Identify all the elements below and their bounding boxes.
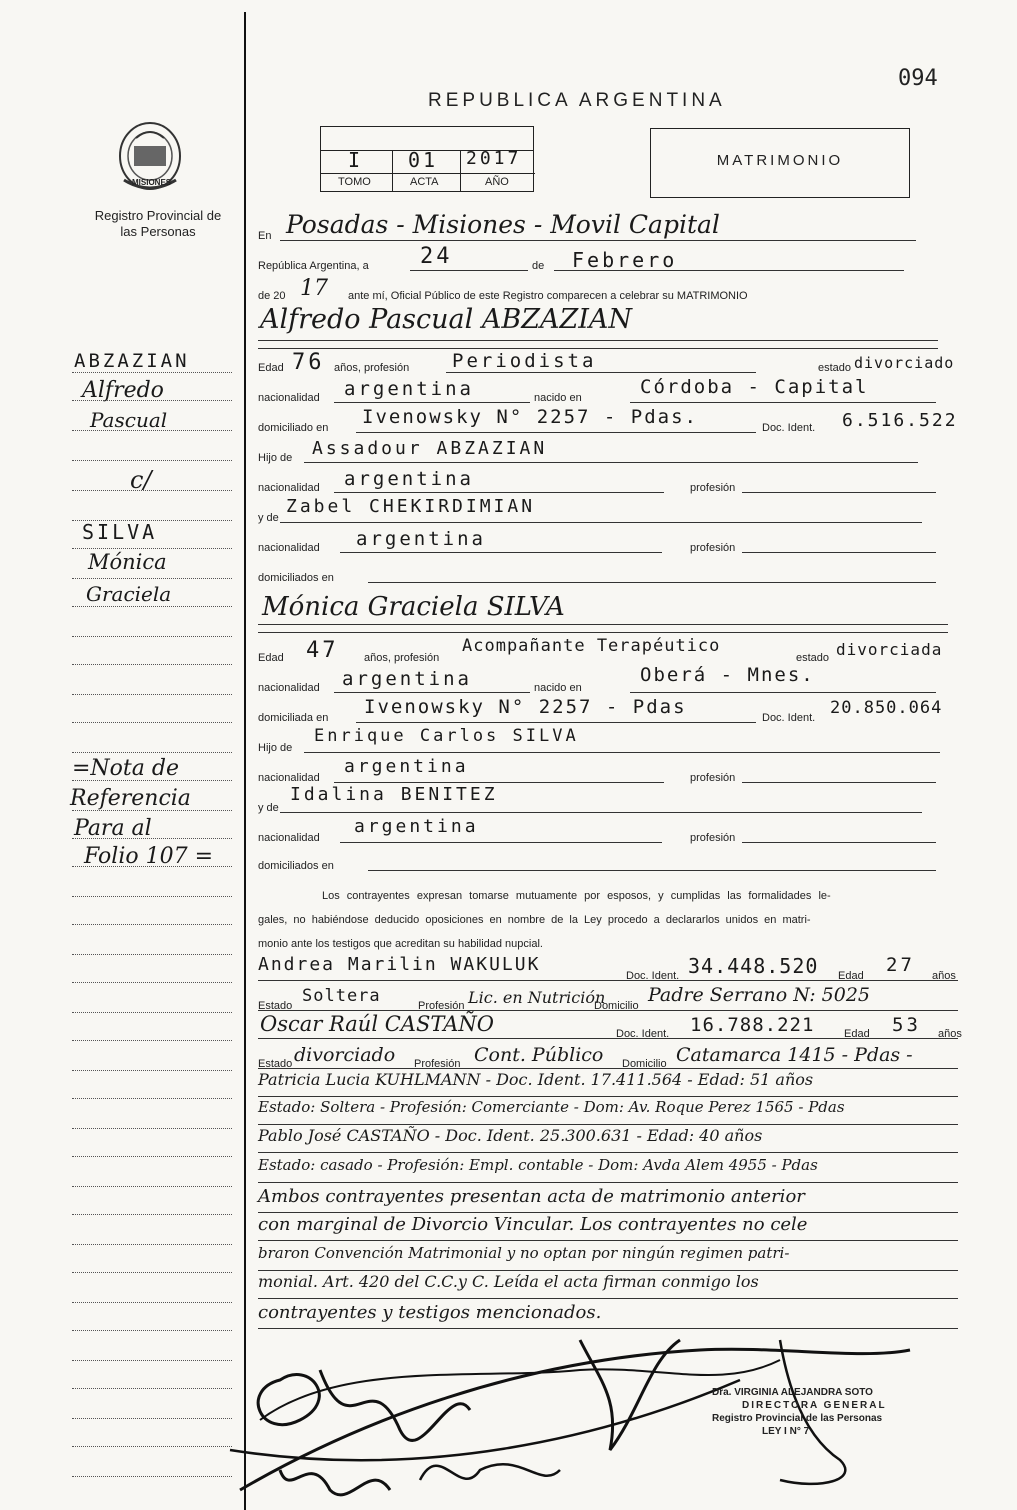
extra-line-3: Pablo José CASTAÑO - Doc. Ident. 25.300.631 - Edad: 40 años [258, 1126, 763, 1145]
witness2-domicile: Catamarca 1415 - Pdas - [676, 1044, 913, 1066]
bride-full-name: Mónica Graciela SILVA [262, 592, 565, 622]
de-label: de [532, 260, 545, 272]
bride-birthplace: Oberá - Mnes. [640, 664, 815, 686]
bride-mother-prof-label: profesión [690, 832, 736, 844]
bride-profession: Acompañante Terapéutico [462, 636, 721, 656]
witness2-doc: 16.788.221 [690, 1014, 815, 1036]
groom-father-prof-label: profesión [690, 482, 736, 494]
witness1-doc: 34.448.520 [688, 954, 819, 978]
extra-line-8: monial. Art. 420 del C.C.y C. Leída el acta firman conmigo los [258, 1272, 759, 1291]
bride-mother-nac: argentina [354, 816, 479, 837]
groom-estado-label: estado [818, 362, 852, 374]
witness2-name: Oscar Raúl CASTAÑO [260, 1012, 494, 1036]
extra-line-5: Ambos contrayentes presentan acta de matrimonio anterior [258, 1186, 805, 1207]
bride-doc-label: Doc. Ident. [762, 712, 816, 724]
bride-nac-label: nacionalidad [258, 682, 320, 694]
witness1-doc-label: Doc. Ident. [626, 970, 680, 982]
groom-doms-label: domiciliados en [258, 572, 334, 584]
day-value: 24 [420, 244, 453, 269]
extra-line-9: contrayentes y testigos mencionados. [258, 1302, 602, 1323]
groom-mother-nac-label: nacionalidad [258, 542, 320, 554]
witness2-profession: Cont. Público [474, 1044, 604, 1066]
bride-nacido-label: nacido en [534, 682, 582, 694]
bride-yde-label: y de [258, 802, 279, 814]
stamp-line-3: Registro Provincial de las Personas [712, 1413, 883, 1424]
bride-doc: 20.850.064 [830, 698, 943, 718]
en-label: En [258, 230, 272, 242]
bride-anos-prof-label: años, profesión [364, 652, 440, 664]
witness2-doc-label: Doc. Ident. [616, 1028, 670, 1040]
groom-domicile: Ivenowsky N° 2257 - Pdas. [362, 406, 698, 428]
act-type: MATRIMONIO [716, 152, 844, 169]
declaration-line-2: gales, no habiéndose deducido oposiciones en nombre de la Ley procedo a declararlos unidos en matri- [258, 914, 811, 926]
groom-age: 76 [292, 350, 325, 375]
bride-doms-label: domiciliados en [258, 860, 334, 872]
groom-doc: 6.516.522 [842, 410, 958, 431]
bride-edad-label: Edad [258, 652, 284, 664]
year-value: 17 [300, 276, 328, 301]
extra-line-1: Patricia Lucia KUHLMANN - Doc. Ident. 17.411.564 - Edad: 51 años [258, 1070, 814, 1089]
intro-statement: ante mí, Oficial Público de este Registro comparecen a celebrar su MATRIMONIO [348, 290, 748, 302]
groom-nationality: argentina [344, 378, 474, 400]
groom-mother-prof-label: profesión [690, 542, 736, 554]
witness1-anos-label: años [932, 970, 956, 982]
bride-domicile: Ivenowsky N° 2257 - Pdas [364, 696, 687, 718]
declaration-line-1: Los contrayentes expresan tomarse mutuamente por esposos, y cumplidas las formalidades le- [322, 890, 831, 902]
bride-father: Enrique Carlos SILVA [314, 726, 579, 746]
witness1-estado: Soltera [302, 986, 381, 1006]
acta-value: 01 [408, 148, 439, 172]
witness2-prof-label: Profesión [414, 1058, 461, 1070]
witness1-domicile: Padre Serrano N: 5025 [648, 984, 870, 1006]
bride-age: 47 [306, 638, 339, 663]
margin-note-1: =Nota de [72, 756, 179, 781]
bride-father-nac-label: nacionalidad [258, 772, 320, 784]
margin-note-4: Folio 107 = [84, 844, 214, 869]
margin-bride-second: Graciela [86, 582, 172, 606]
groom-nac-label: nacionalidad [258, 392, 320, 404]
groom-edad-label: Edad [258, 362, 284, 374]
month-value: Febrero [572, 248, 678, 272]
left-margin-rule [244, 12, 246, 1510]
groom-anos-prof-label: años, profesión [334, 362, 410, 374]
witness2-edad-label: Edad [844, 1028, 870, 1040]
witness2-anos-label: años [938, 1028, 962, 1040]
anio-value: 2017 [466, 148, 522, 169]
witness2-dom-label: Domicilio [622, 1058, 667, 1070]
folio-number: 094 [898, 66, 938, 91]
acta-label: ACTA [410, 176, 439, 188]
stamp-line-1: Dra. VIRGINIA ALEJANDRA SOTO [712, 1387, 873, 1398]
seal-text: MISIONES [132, 178, 172, 187]
margin-bride-surname: SILVA [82, 520, 158, 544]
groom-yde-label: y de [258, 512, 279, 524]
republica-label: República Argentina, a [258, 260, 369, 272]
bride-nationality: argentina [342, 668, 472, 690]
tomo-label: TOMO [338, 176, 371, 188]
bride-hijo-label: Hijo de [258, 742, 293, 754]
witness1-dom-label: Domicilio [594, 1000, 639, 1012]
groom-dom-label: domiciliado en [258, 422, 329, 434]
groom-father-nac-label: nacionalidad [258, 482, 320, 494]
groom-doc-label: Doc. Ident. [762, 422, 816, 434]
extra-line-7: braron Convención Matrimonial y no optan por ningún regimen patri- [258, 1244, 790, 1262]
stamp-line-4: LEY I N° 7 [762, 1426, 810, 1437]
bride-dom-label: domiciliada en [258, 712, 329, 724]
witness1-prof-label: Profesión [418, 1000, 465, 1012]
groom-full-name: Alfredo Pascual ABZAZIAN [260, 304, 633, 335]
groom-estado: divorciado [854, 354, 955, 372]
tomo-value: I [348, 148, 364, 172]
witness1-name: Andrea Marilin WAKULUK [258, 954, 541, 975]
margin-groom-surname: ABZAZIAN [74, 350, 190, 372]
margin-note-2: Referencia [70, 786, 191, 811]
place-value: Posadas - Misiones - Movil Capital [286, 210, 720, 239]
margin-note-3: Para al [74, 816, 152, 841]
provincial-seal [112, 118, 188, 198]
groom-nacido-label: nacido en [534, 392, 582, 404]
groom-profession: Periodista [452, 350, 597, 372]
bride-father-nac: argentina [344, 756, 469, 777]
margin-connector: c/ [130, 466, 152, 494]
groom-mother-nac: argentina [356, 528, 486, 550]
anio-label: AÑO [485, 176, 509, 188]
extra-line-4: Estado: casado - Profesión: Empl. contable - Dom: Avda Alem 4955 - Pdas [258, 1156, 818, 1174]
witness2-estado-label: Estado [258, 1058, 293, 1070]
extra-line-2: Estado: Soltera - Profesión: Comerciante - Dom: Av. Roque Perez 1565 - Pdas [258, 1098, 845, 1116]
bride-mother-nac-label: nacionalidad [258, 832, 320, 844]
witness1-edad-label: Edad [838, 970, 864, 982]
witness1-age: 27 [886, 954, 915, 976]
groom-father: Assadour ABZAZIAN [312, 438, 548, 459]
official-stamp [712, 1386, 887, 1438]
registry-name: Registro Provincial de las Personas [94, 208, 222, 239]
groom-mother: Zabel CHEKIRDIMIAN [286, 496, 536, 517]
country-title: REPUBLICA ARGENTINA [428, 90, 726, 111]
groom-birthplace: Córdoba - Capital [640, 376, 869, 398]
witness2-estado: divorciado [294, 1044, 396, 1066]
witness1-profession: Lic. en Nutrición [468, 988, 606, 1007]
witness2-age: 53 [892, 1014, 921, 1036]
bride-estado-label: estado [796, 652, 830, 664]
extra-line-6: con marginal de Divorcio Vincular. Los contrayentes no cele [258, 1214, 808, 1235]
bride-estado: divorciada [836, 640, 943, 659]
margin-groom-first: Alfredo [82, 378, 164, 403]
witness1-estado-label: Estado [258, 1000, 293, 1012]
bride-mother: Idalina BENITEZ [290, 784, 498, 805]
declaration-line-3: monio ante los testigos que acreditan su habilidad nupcial. [258, 938, 543, 950]
bride-father-prof-label: profesión [690, 772, 736, 784]
stamp-line-2: DIRECTORA GENERAL [742, 1400, 887, 1411]
groom-father-nac: argentina [344, 468, 474, 490]
margin-bride-first: Mónica [88, 550, 167, 574]
margin-groom-second: Pascual [90, 408, 168, 432]
groom-hijo-label: Hijo de [258, 452, 293, 464]
de20-label: de 20 [258, 290, 286, 302]
